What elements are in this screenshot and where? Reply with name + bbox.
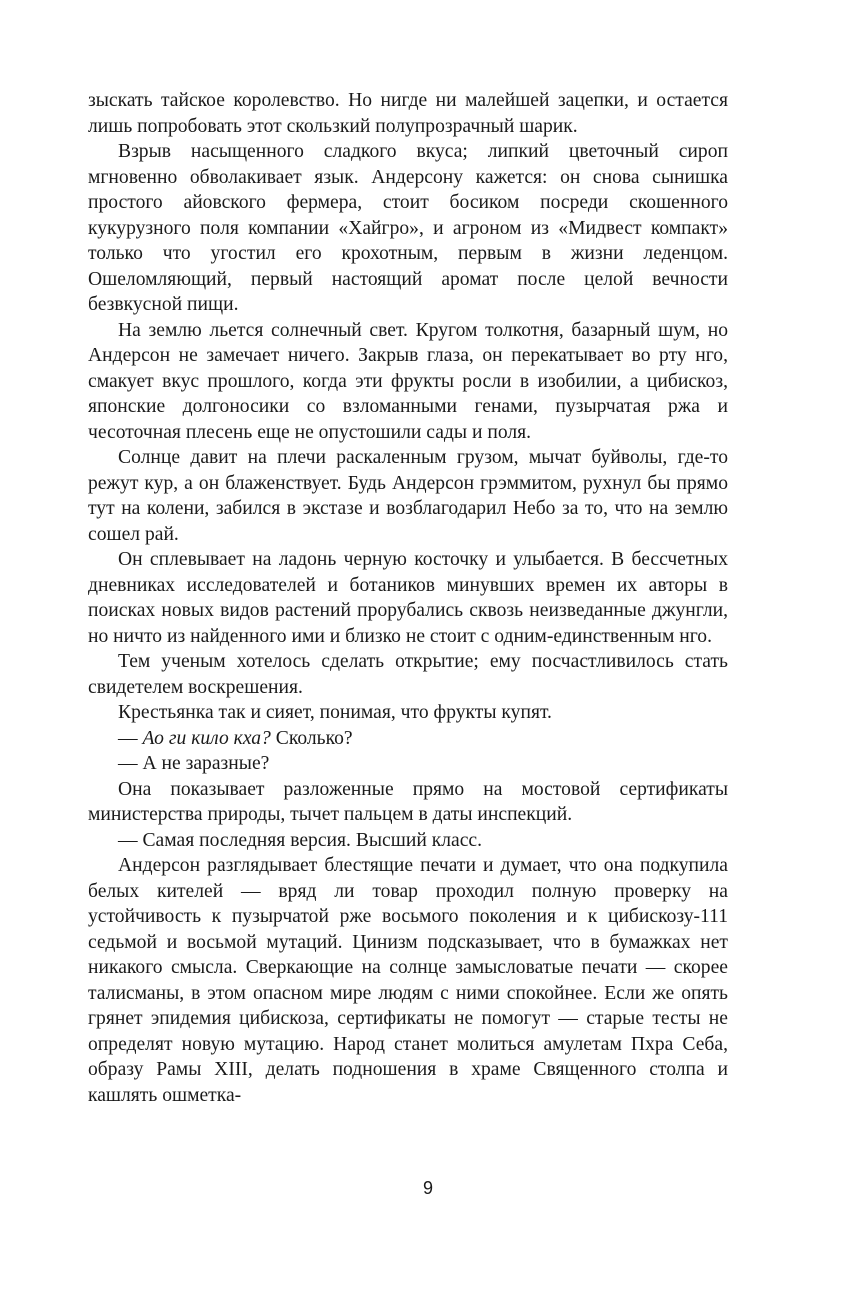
paragraph: Он сплевывает на ладонь черную косточку и улыбается. В бессчетных дневниках исследователей и ботаников минувших времен их авторы в поисках новых видов растений прорубались сквозь неизведанные джунгли, но ничто из найденного ими и близко не стоит с одним-единственным нго. (88, 549, 728, 647)
dialog-dash: — (118, 727, 138, 749)
dialog-line (88, 726, 728, 752)
paragraph: На землю льется солнечный свет. Кругом толкотня, базарный шум, но Андерсон не замечает ничего. Закрыв глаза, он перекатывает во рту нго, смакует вкус прошлого, когда эти фрукты росли в изобилии, а цибискоз, японские долгоносики со взломанными генами, пузырчатая ржа и чесоточная плесень еще не опустошили сады и поля. (88, 319, 728, 443)
paragraph: Крестьянка так и сияет, понимая, что фрукты купят. (118, 702, 552, 723)
dialog-line: — А не заразные? (118, 753, 270, 774)
paragraph: Она показывает разложенные прямо на мостовой сертификаты министерства природы, тычет пальцем в даты инспекций. (88, 778, 728, 825)
paragraph: зыскать тайское королевство. Но нигде ни малейшей зацепки, и остается лишь попробовать этот скользкий полупрозрачный шарик. (88, 90, 728, 137)
paragraph: Солнце давит на плечи раскаленным грузом, мычат буйволы, где-то режут кур, а он блаженствует. Будь Андерсон грэммитом, рухнул бы прямо тут на колени, забился в экстазе и возблагодарил Небо за то, что на землю сошел рай. (88, 447, 728, 545)
page-body (88, 88, 728, 1108)
paragraph: Тем ученым хотелось сделать открытие; ему посчастливилось стать свидетелем воскрешения. (88, 651, 728, 698)
dialog-line: — Самая последняя версия. Высший класс. (118, 829, 482, 851)
paragraph: Взрыв насыщенного сладкого вкуса; липкий цветочный сироп мгновенно обволакивает язык. Андерсону кажется: он снова сынишка простого айовского фермера, стоит босиком посреди скошенного кукурузного поля компании «Хайгро», и агроном из «Мидвест компакт» только что угостил его крохотным, первым в жизни леденцом. Ошеломляющий, первый настоящий аромат после целой вечности безвкусной пищи. (88, 141, 728, 315)
page-number: 9 (422, 1178, 433, 1198)
paragraph: Андерсон разглядывает блестящие печати и думает, что она подкупила белых кителей — вряд ли товар проходил полную проверку на устойчивость к пузырчатой рже восьмого поколения и к цибискозу-111 седьмой и восьмой мутаций. Цинизм подсказывает, что в бумажках нет никакого смысла. Сверкающие на солнце замысловатые печати — скорее талисманы, в этом опасном мире людям с ними спокойнее. Если же опять грянет эпидемия цибискоза, сертификаты не помогут — старые тесты не определят новую мутацию. Народ станет молиться амулетам Пхра Себа, образу Рамы XIII, делать подношения в храме Священного столпа и кашлять ошметка- (88, 855, 728, 1106)
dialog-italic-phrase: Ао ги кило кха? (142, 727, 271, 749)
dialog-text: Сколько? (270, 727, 353, 749)
